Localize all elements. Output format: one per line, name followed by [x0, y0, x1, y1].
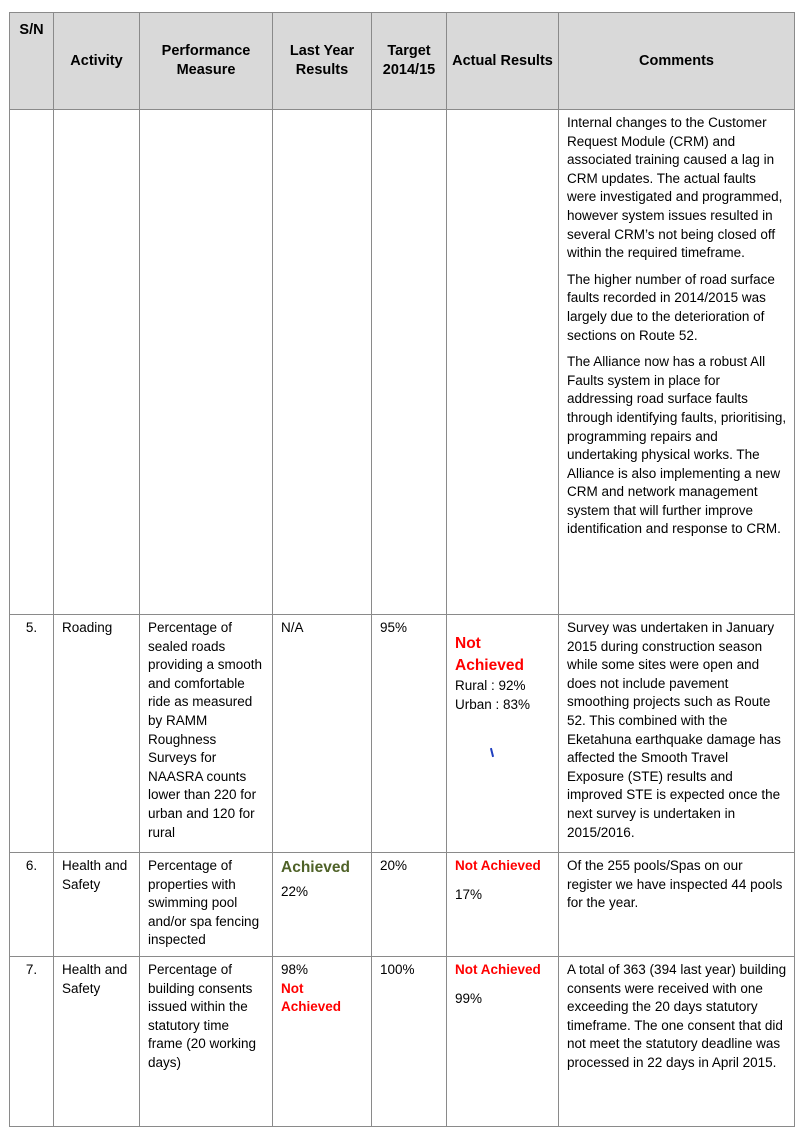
comments-cell: Of the 255 pools/Spas on our register we have inspected 44 pools for the year.	[559, 853, 795, 957]
activity-cell: Health and Safety	[54, 957, 140, 1127]
measure-cell	[140, 110, 273, 615]
header-target: Target 2014/15	[372, 13, 447, 110]
target-cell	[372, 110, 447, 615]
actual-cell	[447, 110, 559, 615]
header-last-year: Last Year Results	[273, 13, 372, 110]
last-year-cell	[273, 957, 372, 1127]
comments-cell: Survey was undertaken in January 2015 during construction season while some sites were open and does not include pavement smoothing projects such as Route 52. This combined with the Eketahuna earthquake damage has affected the Smooth Travel Exposure (STE) results and improved STE is expected once the next survey is undertaken in 2015/2016.	[559, 615, 795, 853]
header-row	[10, 13, 795, 110]
last-year-cell	[273, 853, 372, 957]
status-achieved: Achieved	[281, 859, 350, 876]
actual-value: 17%	[455, 886, 483, 902]
measure-cell: Percentage of building consents issued within the statutory time frame (20 working days)	[140, 957, 273, 1127]
target-cell: 95%	[372, 615, 447, 853]
table-row	[10, 615, 795, 853]
last-year-cell: N/A	[273, 615, 372, 853]
actual-cell	[447, 853, 559, 957]
table-row	[10, 110, 795, 615]
activity-cell: Health and Safety	[54, 853, 140, 957]
comment-paragraph: Internal changes to the Customer Request Module (CRM) and associated training caused a lag in CRM updates. The actual faults were investigated and programmed, however system issues resulted in several CRM’s not being closed off within the required timeframe.	[567, 115, 783, 261]
actual-cell	[447, 615, 559, 853]
comment-paragraph: The higher number of road surface faults recorded in 2014/2015 was largely due to the deterioration of sections on Route 52.	[567, 271, 775, 343]
header-sn: S/N	[10, 13, 54, 110]
sn-cell: 6.	[10, 853, 54, 957]
table-row	[10, 853, 795, 957]
last-year-cell	[273, 110, 372, 615]
status-not-achieved: Not Achieved	[455, 635, 524, 674]
header-actual: Actual Results	[447, 13, 559, 110]
status-not-achieved: Not Achieved	[455, 858, 541, 873]
actual-urban: Urban : 83%	[455, 696, 531, 712]
status-not-achieved: Not Achieved	[455, 962, 541, 977]
table-row	[10, 957, 795, 1127]
header-activity: Activity	[54, 13, 140, 110]
performance-table	[9, 12, 795, 1127]
sn-cell: 7.	[10, 957, 54, 1127]
actual-cell	[447, 957, 559, 1127]
status-not-achieved: Not Achieved	[281, 980, 342, 1015]
comments-cell: A total of 363 (394 last year) building consents were received with one exceeding the 20 days statutory timeframe. The one consent that did not meet the statutory deadline was processed in 22 days in April 2015.	[559, 957, 795, 1127]
header-comments: Comments	[559, 13, 795, 110]
measure-cell: Percentage of properties with swimming pool and/or spa fencing inspected	[140, 853, 273, 957]
target-cell: 20%	[372, 853, 447, 957]
header-measure: Performance Measure	[140, 13, 273, 110]
last-year-value: 98%	[281, 962, 309, 977]
stray-mark	[490, 748, 494, 757]
activity-cell: Roading	[54, 615, 140, 853]
activity-cell	[54, 110, 140, 615]
measure-cell: Percentage of sealed roads providing a smooth and comfortable ride as measured by RAMM Roughness Surveys for NAASRA counts lower than 220 for urban and 120 for rural	[140, 615, 273, 853]
sn-cell: 5.	[10, 615, 54, 853]
comments-cell	[559, 110, 795, 615]
actual-rural: Rural : 92%	[455, 678, 526, 693]
last-year-value: 22%	[281, 884, 309, 899]
sn-cell	[10, 110, 54, 615]
target-cell: 100%	[372, 957, 447, 1127]
actual-value: 99%	[455, 990, 483, 1006]
comment-paragraph: The Alliance now has a robust All Faults system in place for addressing road surface faults through identifying faults, prioritising, programming repairs and undertaking physical works. The Alliance is also implementing a new CRM and network management system that will further improve identification and response to CRM.	[567, 354, 787, 537]
